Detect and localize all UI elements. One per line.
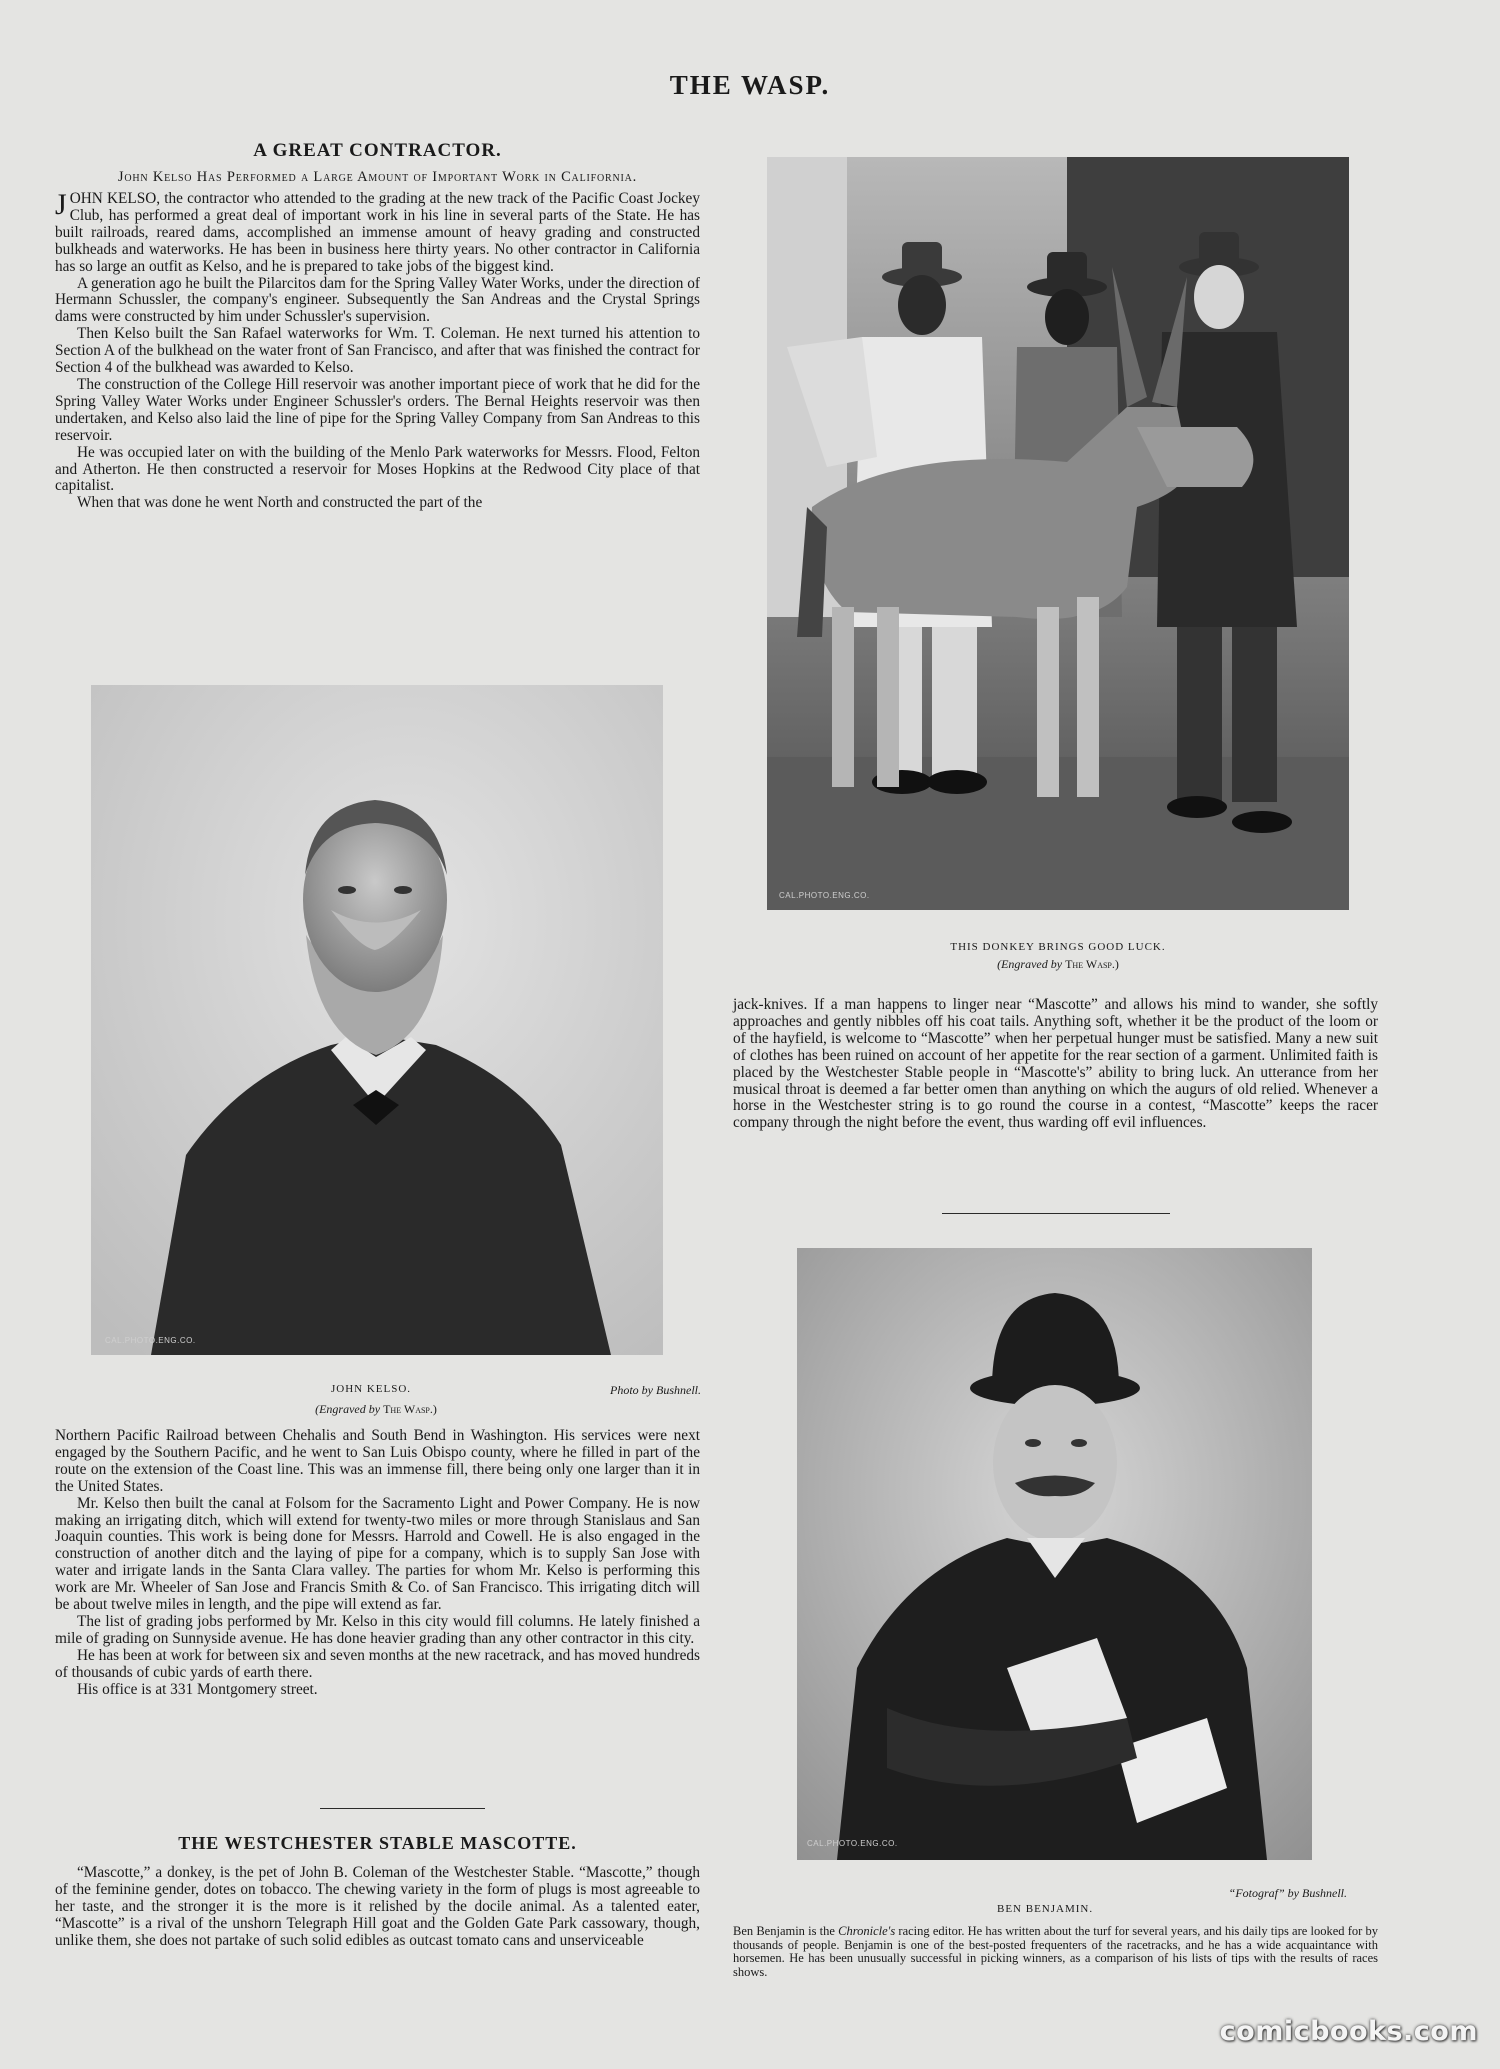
- credit-by: by Bushnell.: [1287, 1886, 1347, 1900]
- caption-title: THIS DONKEY BRINGS GOOD LUCK.: [950, 941, 1166, 953]
- mascotte-article-right: [733, 997, 1378, 1132]
- paragraph: Then Kelso built the San Rafael waterworks for Wm. T. Coleman. He next turned his attention to Section A of the bulkhead on the water front of San Francisco, and after that was finished the contract for Section 4 of the bulkhead was awarded to Kelso.: [55, 325, 700, 377]
- donkey-illustration: [767, 157, 1349, 910]
- photo-credit: Photo by Bushnell.: [610, 1383, 701, 1397]
- caption-name: JOHN KELSO.: [331, 1383, 412, 1395]
- divider-rule: [320, 1808, 485, 1809]
- engraved-name: The Wasp.): [1065, 957, 1119, 971]
- paragraph: “Mascotte,” a donkey, is the pet of John B. Coleman of the Westchester Stable. “Mascotte,” though of the feminine gender, dotes on tobacco. The chewing variety in the form of plugs is most agreeable to her taste, and the stronger it is the more is it relished by the docile animal. As a talented eater, “Mascotte” is a rival of the unshorn Telegraph Hill goat and the Golden Gate Park cassowary, though, unlike them, she does not partake of such solid edibles as outcast tomato cans and unserviceable: [55, 1864, 700, 1949]
- mascotte-title: THE WESTCHESTER STABLE MASCOTTE.: [178, 1833, 577, 1853]
- engraved-prefix: (Engraved by: [997, 957, 1063, 971]
- divider-rule: [942, 1213, 1170, 1214]
- drop-cap: J: [55, 188, 67, 221]
- caption-name: BEN BENJAMIN.: [997, 1903, 1094, 1915]
- kelso-article-bottom: [55, 1428, 700, 1699]
- engraved-credit: [91, 1402, 661, 1417]
- paragraph: The list of grading jobs performed by Mr. Kelso in this city would fill columns. He lately finished a mile of grading on Sunnyside avenue. He has done heavier grading than any other contractor in this city.: [55, 1612, 700, 1647]
- kelso-body-top: [55, 188, 700, 512]
- paragraph: His office is at 331 Montgomery street.: [77, 1680, 318, 1698]
- paragraph: He was occupied later on with the building of the Menlo Park waterworks for Messrs. Flood, Felton and Atherton. He then constructed a reservoir for Moses Hopkins at the Redwood City place of that capitalist.: [55, 443, 700, 495]
- masthead: THE WASP.: [669, 70, 831, 100]
- text-lead: Ben Benjamin is the: [733, 1924, 835, 1938]
- engraved-credit: [767, 957, 1349, 972]
- engraved-name: The Wasp.): [383, 1402, 437, 1416]
- benjamin-illustration: [797, 1248, 1312, 1860]
- mascotte-article-left: [55, 1865, 700, 1950]
- john-kelso-portrait: [91, 685, 663, 1355]
- mascotte-body-left: [55, 1865, 700, 1950]
- benjamin-caption: [797, 1886, 1347, 1922]
- paragraph: When that was done he went North and constructed the part of the: [77, 494, 483, 512]
- paragraph: OHN KELSO, the contractor who attended to the grading at the new track of the Pacific Coast Jockey Club, has performed a great deal of important work in his line in several parts of the State. He has built railroads, reared dams, accomplished an immense amount of heavy grading and constructed bulkheads and waterworks. He has been in business here thirty years. No other contractor in California has so large an outfit as Kelso, and he is prepared to take jobs of the biggest kind.: [55, 190, 700, 275]
- paragraph: Mr. Kelso then built the canal at Folsom for the Sacramento Light and Power Company. He is now making an irrigating ditch, which will extend for twenty-two miles or more through Stanislaus and San Joaquin counties. This work is being done for Messrs. Harrold and Cowell. He is also engaged in the construction of another ditch and the laying of pipe for a company, which is to supply San Jose with water and irrigate lands in the Santa Clara valley. The parties for whom Mr. Kelso is performing this work are Mr. Wheeler of San Jose and Francis Smith & Co. of San Francisco. This irrigating ditch will be about twelve miles in length, and the pipe will extend as far.: [55, 1494, 700, 1614]
- engraver-mark: CAL.PHOTO.ENG.CO.: [807, 1839, 898, 1848]
- kelso-body-bottom: [55, 1428, 700, 1699]
- article-subtitle: John Kelso Has Performed a Large Amount of Important Work in California.: [117, 169, 638, 185]
- paragraph: He has been at work for between six and seven months at the new racetrack, and has moved hundreds of thousands of cubic yards of earth there.: [55, 1646, 700, 1681]
- paragraph: A generation ago he built the Pilarcitos dam for the Spring Valley Water Works, under the direction of Hermann Schussler, the company's engineer. Subsequently the San Andreas and the Crystal Springs dams were constructed by him under Schussler's supervision.: [55, 274, 700, 326]
- photo-credit: [1229, 1886, 1347, 1901]
- kelso-caption: [91, 1383, 701, 1419]
- engraver-mark: CAL.PHOTO.ENG.CO.: [105, 1336, 196, 1345]
- kelso-article-top: [55, 140, 700, 512]
- benjamin-paragraph: [733, 1925, 1378, 1979]
- engraved-prefix: (Engraved by: [315, 1402, 381, 1416]
- ben-benjamin-photo: [797, 1248, 1312, 1860]
- paragraph: jack-knives. If a man happens to linger near “Mascotte” and allows his mind to wander, she softly approaches and gently nibbles off his coat tails. Anything soft, whether it be the product of the loom or of the hayfield, is welcome to “Mascotte” when her perpetual hunger must be satisfied. Many a new suit of clothes has been ruined on account of her appetite for the rear section of a garment. Unlimited faith is placed by the Westchester Stable people in “Mascotte's” ability to bring luck. An utterance from her musical throat is deemed a far better omen than anything on which the augurs of old relied. Whenever a horse in the Westchester string is to go round the course in a contest, “Mascotte” keeps the racer company through the night before the event, thus warding off evil influences.: [733, 996, 1378, 1132]
- site-watermark: comicbooks.com: [1219, 2016, 1478, 2047]
- benjamin-text: [733, 1925, 1378, 1979]
- paragraph: The construction of the College Hill reservoir was another important piece of work that he did for the Spring Valley Water Works under Engineer Schussler's orders. The Bernal Heights reservoir was then undertaken, and Kelso also laid the line of pipe for the Spring Valley Company from San Andreas to this reservoir.: [55, 375, 700, 444]
- mascotte-body-right: [733, 997, 1378, 1132]
- portrait-illustration: [91, 685, 663, 1355]
- donkey-photo: [767, 157, 1349, 910]
- credit-quote: “Fotograf”: [1228, 1886, 1285, 1900]
- donkey-caption: [767, 941, 1349, 972]
- text-italic: Chronicle's: [838, 1924, 896, 1938]
- text-rest: racing editor. He has written about the turf for several years, and his daily tips are looked for by thousands of people. Benjamin is one of the best-posted frequenters of the racetracks, and he has a wide acquaintance with horsemen. He has been unusually successful in picking winners, as a comparison of his lists of tips with the results of races shows.: [733, 1924, 1379, 1979]
- article-title: A GREAT CONTRACTOR.: [253, 140, 502, 161]
- paragraph: Northern Pacific Railroad between Chehalis and South Bend in Washington. His services were next engaged by the Southern Pacific, and he went to San Luis Obispo county, where he filled in part of the route on the extension of the Coast line. This was an immense fill, there being only one larger than it in the United States.: [55, 1427, 700, 1495]
- engraver-mark: CAL.PHOTO.ENG.CO.: [779, 891, 870, 900]
